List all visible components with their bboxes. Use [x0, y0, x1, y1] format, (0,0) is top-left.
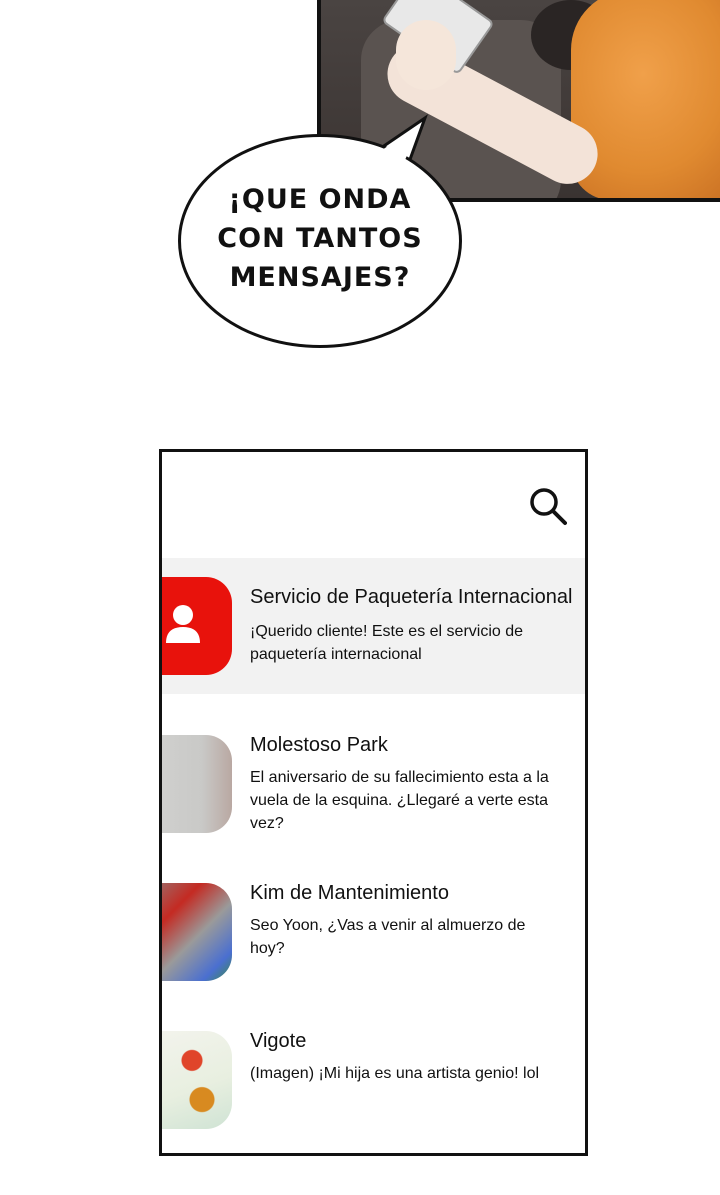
- conversation-item[interactable]: [162, 1018, 585, 1138]
- search-icon[interactable]: [527, 486, 567, 526]
- conversation-name: Servicio de Paquetería Internacional: [250, 586, 573, 608]
- conversation-item[interactable]: [162, 558, 585, 694]
- photo-avatar: [159, 883, 232, 981]
- orange-shirt: [571, 0, 720, 200]
- conversation-message: Seo Yoon, ¿Vas a venir al almuerzo de hoy?: [250, 917, 526, 957]
- hand: [396, 20, 456, 90]
- speech-line-3: MENSAJES?: [229, 262, 411, 293]
- conversation-message: El aniversario de su fallecimiento esta a la vuela de la esquina. ¿Llegaré a verte esta vez?: [250, 769, 549, 832]
- conversation-name: Molestoso Park: [250, 734, 388, 756]
- speech-bubble-text: [200, 180, 440, 297]
- photo-avatar: [159, 735, 232, 833]
- speech-line-2: CON TANTOS: [217, 223, 423, 254]
- conversation-message: (Imagen) ¡Mi hija es una artista genio! lol: [250, 1065, 540, 1082]
- conversation-item[interactable]: [162, 722, 585, 842]
- photo-avatar: [159, 1031, 232, 1129]
- phone-screen: [159, 449, 588, 1156]
- conversation-name: Kim de Mantenimiento: [250, 882, 449, 904]
- user-silhouette-icon: [159, 577, 232, 675]
- conversation-item[interactable]: [162, 870, 585, 980]
- conversation-message: ¡Querido cliente! Este es el servicio de paquetería internacional: [250, 623, 524, 663]
- speech-line-1: ¡QUE ONDA: [228, 184, 412, 215]
- conversation-name: Vigote: [250, 1030, 307, 1052]
